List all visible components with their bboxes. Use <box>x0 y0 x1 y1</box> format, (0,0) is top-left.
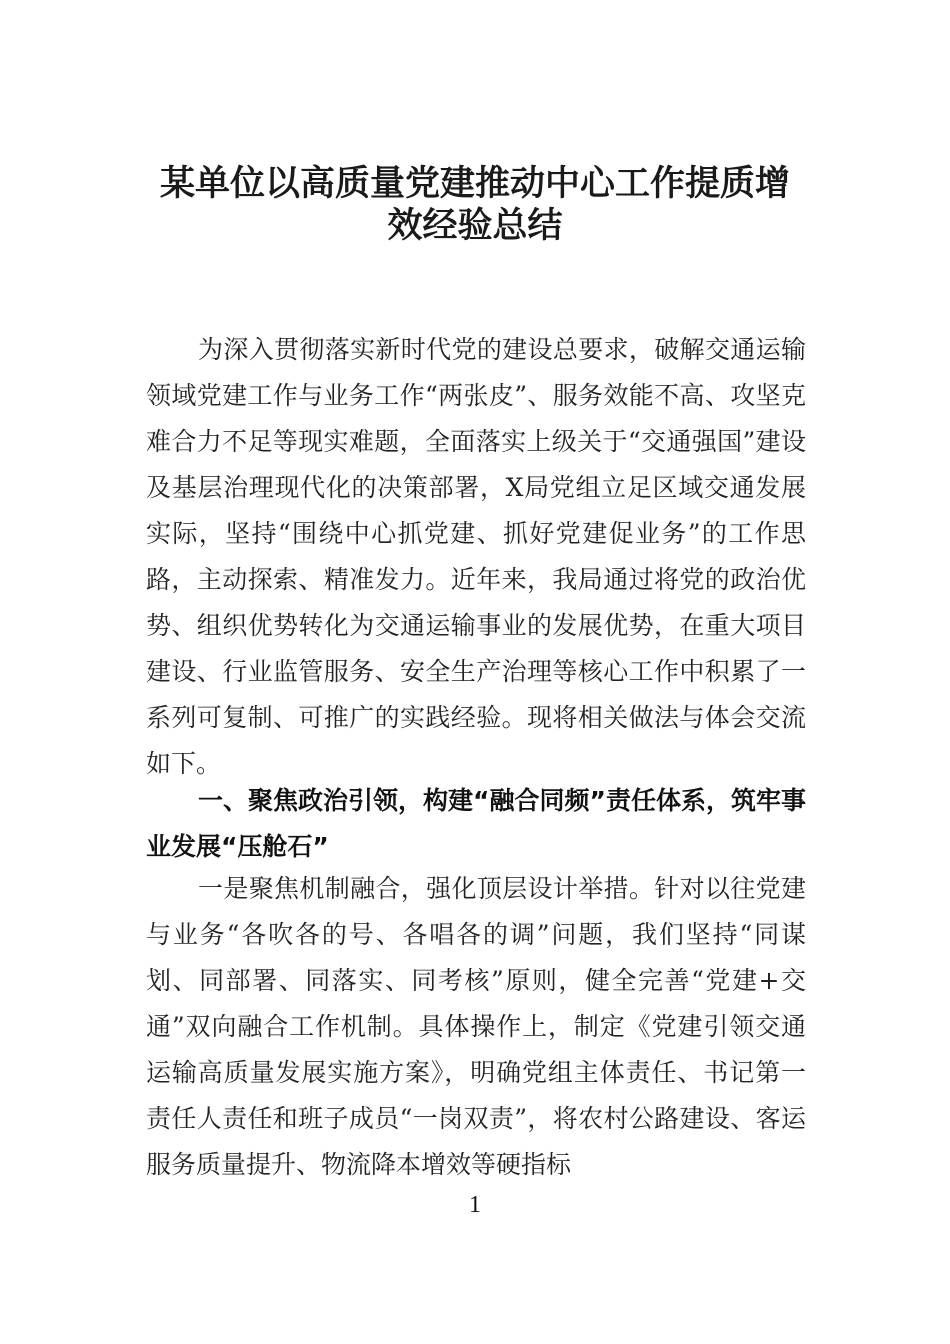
document-title-line-2: 效经验总结 <box>387 205 563 246</box>
intro-paragraph: 为深入贯彻落实新时代党的建设总要求，破解交通运输领域党建工作与业务工作“两张皮”、服务效能不高、攻坚克难合力不足等现实难题，全面落实上级关于“交通强国”建设及基层治理现代化的决策部署，X局党组立足区域交通发展实际，坚持“围绕中心抓党建、抓好党建促业务”的工作思路，主动探索、精准发力。近年来，我局通过将党的政治优势、组织优势转化为交通运输事业的发展优势，在重大项目建设、行业监管服务、安全生产治理等核心工作中积累了一系列可复制、可推广的实践经验。现将相关做法与体会交流如下。 <box>146 335 806 778</box>
page-number: 1 <box>469 1192 481 1218</box>
section-heading-1: 一、聚焦政治引领，构建“融合同频”责任体系，筑牢事业发展“压舱石” <box>146 786 806 861</box>
section-1-paragraph-1: 一是聚焦机制融合，强化顶层设计举措。针对以往党建与业务“各吹各的号、各唱各的调”问题，我们坚持“同谋划、同部署、同落实、同考核”原则，健全完善“党建+交通”双向融合工作机制。具体操作上，制定《党建引领交通运输高质量发展实施方案》，明确党组主体责任、书记第一责任人责任和班子成员“一岗双责”，将农村公路建设、客运服务质量提升、物流降本增效等硬指标 <box>146 874 806 1179</box>
document-title-line-1: 某单位以高质量党建推动中心工作提质增 <box>159 163 790 204</box>
